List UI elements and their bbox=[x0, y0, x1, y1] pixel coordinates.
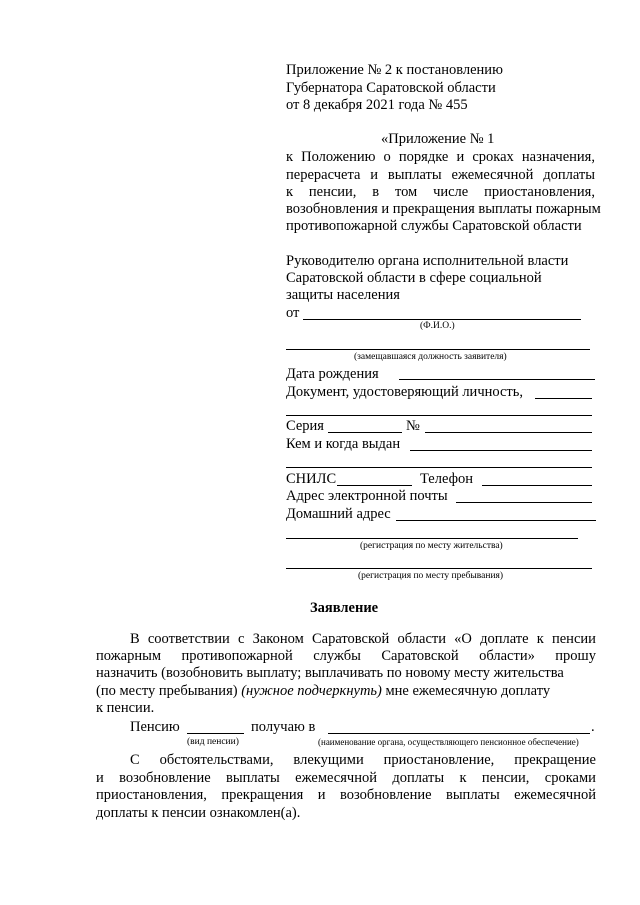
annex-title: «Приложение № 1 bbox=[381, 131, 495, 147]
id-document-line[interactable] bbox=[535, 398, 592, 399]
position-line[interactable] bbox=[286, 349, 590, 350]
p1-line-2: пожарным противопожарной службы Саратовской области» прошу bbox=[96, 648, 596, 664]
fio-caption: (Ф.И.О.) bbox=[420, 321, 455, 331]
phone-label: Телефон bbox=[420, 471, 473, 487]
email-label: Адрес электронной почты bbox=[286, 488, 448, 504]
p1-line-4: (по месту пребывания) (нужное подчеркнуть) мне ежемесячную доплату bbox=[96, 683, 551, 699]
header-line-1: Приложение № 2 к постановлению bbox=[286, 62, 503, 78]
issued-by-line-2[interactable] bbox=[286, 467, 592, 468]
issued-by-label: Кем и когда выдан bbox=[286, 436, 401, 452]
series-line[interactable] bbox=[328, 432, 402, 433]
birth-date-line[interactable] bbox=[399, 379, 595, 380]
phone-line[interactable] bbox=[482, 485, 592, 486]
snils-label: СНИЛС bbox=[286, 471, 337, 487]
receive-label: получаю в bbox=[251, 719, 316, 735]
p2-line-1: С обстоятельствами, влекущими приостановление, прекращение bbox=[130, 752, 596, 768]
p1-line-5: к пенсии. bbox=[96, 700, 155, 716]
registration-caption: (регистрация по месту жительства) bbox=[360, 541, 503, 551]
registration-line[interactable] bbox=[286, 538, 578, 539]
fio-line[interactable] bbox=[303, 319, 581, 320]
annex-line-1: к Положению о порядке и сроках назначения, bbox=[286, 149, 595, 165]
header-line-3: от 8 декабря 2021 года № 455 bbox=[286, 97, 468, 113]
provider-caption: (наименование органа, осуществляющего пенсионное обеспечение) bbox=[318, 737, 579, 747]
number-label: № bbox=[406, 418, 420, 434]
statement-title: Заявление bbox=[310, 600, 379, 616]
birth-date-label: Дата рождения bbox=[286, 366, 379, 382]
p2-line-3: приостановления, прекращения и возобновление выплаты ежемесячной bbox=[96, 787, 596, 803]
home-address-label: Домашний адрес bbox=[286, 506, 391, 522]
annex-line-5: противопожарной службы Саратовской области bbox=[286, 218, 582, 234]
p2-line-2: и возобновление выплаты ежемесячной доплаты к пенсии, сроками bbox=[96, 770, 596, 786]
p1-line-1: В соответствии с Законом Саратовской области «О доплате к пенсии bbox=[130, 631, 596, 647]
annex-line-2: перерасчета и выплаты ежемесячной доплаты bbox=[286, 167, 595, 183]
end-dot: . bbox=[591, 719, 595, 735]
position-caption: (замещавшаяся должность заявителя) bbox=[354, 352, 507, 362]
pension-type-caption: (вид пенсии) bbox=[187, 737, 239, 747]
id-document-label: Документ, удостоверяющий личность, bbox=[286, 384, 523, 400]
annex-line-4: возобновления и прекращения выплаты пожарным bbox=[286, 201, 601, 217]
number-line[interactable] bbox=[425, 432, 592, 433]
id-document-line-2[interactable] bbox=[286, 415, 592, 416]
addressee-line-2: Саратовской области в сфере социальной bbox=[286, 270, 542, 286]
p1-line-3: назначить (возобновить выплату; выплачивать по новому месту жительства bbox=[96, 665, 564, 681]
annex-line-3: к пенсии, в том числе приостановления, bbox=[286, 184, 595, 200]
provider-line[interactable] bbox=[328, 733, 590, 734]
home-address-line[interactable] bbox=[396, 520, 596, 521]
snils-line[interactable] bbox=[337, 485, 412, 486]
email-line[interactable] bbox=[456, 502, 592, 503]
from-label: от bbox=[286, 305, 300, 321]
series-label: Серия bbox=[286, 418, 324, 434]
addressee-line-3: защиты населения bbox=[286, 287, 400, 303]
stay-line[interactable] bbox=[286, 568, 592, 569]
pension-type-line[interactable] bbox=[187, 733, 244, 734]
pension-label: Пенсию bbox=[130, 719, 180, 735]
addressee-line-1: Руководителю органа исполнительной власти bbox=[286, 253, 569, 269]
stay-caption: (регистрация по месту пребывания) bbox=[358, 571, 504, 581]
p2-line-4: доплаты к пенсии ознакомлен(а). bbox=[96, 805, 301, 821]
header-line-2: Губернатора Саратовской области bbox=[286, 80, 496, 96]
issued-by-line[interactable] bbox=[410, 450, 592, 451]
